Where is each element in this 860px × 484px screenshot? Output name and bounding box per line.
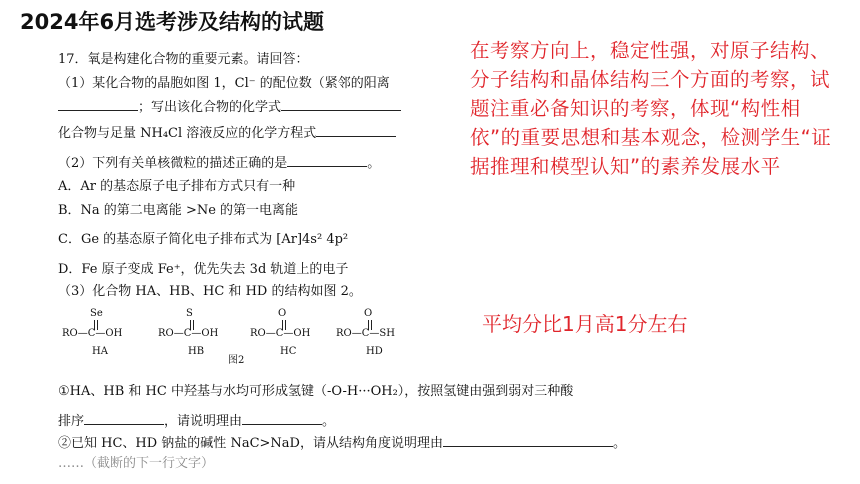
option-c: C．Ge 的基态原子简化电子排布式为 [Ar]4s² 4p² (58, 232, 349, 247)
structure-chain: RO—C—OH (158, 328, 219, 339)
structure-figure (58, 308, 458, 378)
structure-top-atom: Se (90, 308, 103, 319)
structure-ha (62, 308, 142, 368)
structure-hc (250, 308, 330, 368)
structure-top-atom: O (278, 308, 287, 319)
part3-stem: （3）化合物 HA、HB、HC 和 HD 的结构如图 2。 (58, 284, 362, 299)
figure-caption: 图2 (228, 355, 245, 366)
answer-blank (287, 154, 367, 167)
structure-chain: RO—C—OH (62, 328, 123, 339)
part1-line3 (58, 122, 396, 141)
answer-blank (316, 124, 396, 137)
structure-top-atom: O (364, 308, 373, 319)
part2-end: 。 (367, 156, 381, 171)
part3-q1-mid: ，请说明理由 (164, 414, 243, 429)
part2-stem-text: （2）下列有关单核微粒的描述正确的是 (58, 156, 288, 171)
structure-label: HA (92, 346, 108, 357)
slide-title: 2024年6月选考涉及结构的试题 (20, 10, 325, 34)
question-stem: 17．氧是构建化合物的重要元素。请回答： (58, 52, 309, 67)
structure-label: HD (366, 346, 383, 357)
answer-blank (281, 98, 401, 111)
structure-chain: RO—C—OH (250, 328, 311, 339)
part3-q2-end: 。 (612, 436, 626, 451)
part1-line3-text: 化合物与足量 NH₄Cl 溶液反应的化学方程式 (58, 126, 317, 141)
structure-hb (158, 308, 238, 368)
part2-stem (58, 152, 380, 171)
average-score-note: 平均分比1月高1分左右 (482, 312, 688, 336)
truncated-line: ……（截断的下一行文字） (58, 456, 215, 471)
structure-top-atom: S (186, 308, 193, 319)
part3-q2-line (58, 432, 626, 451)
answer-blank (242, 412, 322, 425)
commentary-text: 在考察方向上，稳定性强，对原子结构、分子结构和晶体结构三个方面的考察，试题注重必备知识的考察，体现“构性相依”的重要思想和基本观念，检测学生“证据推理和模型认知”的素养发展水平 (470, 39, 832, 178)
option-b: B．Na 的第二电离能 >Ne 的第一电离能 (58, 203, 299, 218)
structure-hd (336, 308, 416, 368)
part1-line2 (58, 96, 401, 115)
part1-line2-text: ；写出该化合物的化学式 (138, 100, 282, 115)
part3-q1-prefix: 排序 (58, 414, 85, 429)
structure-chain: RO—C—SH (336, 328, 395, 339)
structure-label: HC (280, 346, 297, 357)
part1-line1: （1）某化合物的晶胞如图 1，Cl⁻ 的配位数（紧邻的阳离 (58, 76, 390, 91)
part3-q1-line1: ①HA、HB 和 HC 中羟基与水均可形成氢键（-O-H···OH₂），按照氢键由强到弱对三种酸 (58, 384, 574, 399)
answer-blank (58, 98, 138, 111)
option-a: A．Ar 的基态原子电子排布方式只有一种 (58, 179, 296, 194)
structure-label: HB (188, 346, 205, 357)
answer-blank (84, 412, 164, 425)
part3-q1-end: 。 (322, 414, 336, 429)
part3-q2-text: ②已知 HC、HD 钠盐的碱性 NaC>NaD，请从结构角度说明理由 (58, 436, 443, 451)
part3-q1-line2 (58, 410, 335, 429)
option-d: D．Fe 原子变成 Fe⁺，优先失去 3d 轨道上的电子 (58, 262, 349, 277)
answer-blank (443, 434, 613, 447)
